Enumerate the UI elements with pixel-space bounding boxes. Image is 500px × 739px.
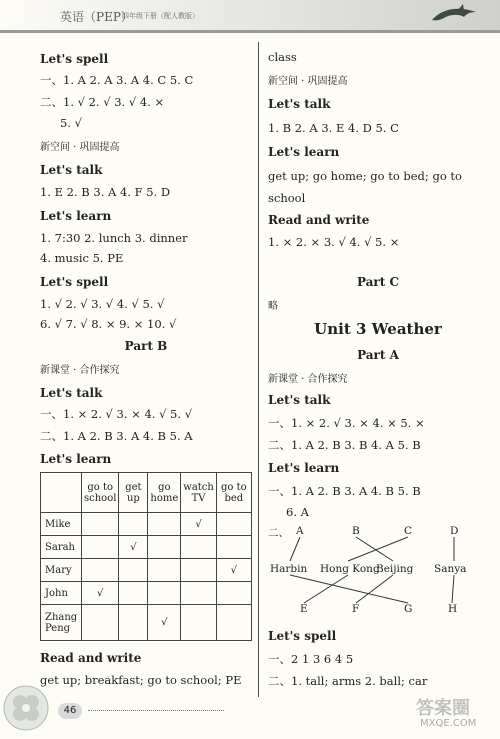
table-header-cell: watch TV — [181, 473, 217, 513]
table-row — [41, 536, 252, 559]
table-cell: √ — [82, 582, 119, 605]
match-top-label: D — [450, 525, 459, 537]
match-city: Beijing — [376, 563, 414, 575]
answer-line: class — [268, 50, 297, 64]
table-cell — [216, 536, 251, 559]
match-city: Hong Kong — [320, 563, 380, 575]
answer-line: 1. 7:30 2. lunch 3. dinner — [40, 231, 188, 245]
table-cell — [82, 559, 119, 582]
section-subtitle: 新空间 · 巩固提高 — [40, 142, 120, 153]
match-city: Harbin — [270, 563, 308, 575]
part-heading: Part B — [124, 339, 168, 353]
table-cell — [181, 582, 217, 605]
table-cell — [216, 513, 251, 536]
table-cell — [119, 582, 148, 605]
table-cell — [181, 536, 217, 559]
table-cell: Zhang Peng — [41, 605, 82, 641]
watermark-url: MXQE.COM — [420, 718, 477, 729]
column-divider — [258, 42, 259, 697]
table-header-cell: go to bed — [216, 473, 251, 513]
answer-line: 1. E 2. B 3. A 4. F 5. D — [40, 185, 171, 199]
header-rule — [0, 30, 500, 33]
section-heading: Let's learn — [40, 452, 112, 466]
table-cell — [148, 559, 181, 582]
answer-line: get up; go home; go to bed; go to — [268, 169, 462, 183]
answer-omitted: 略 — [268, 301, 278, 312]
watermark: 答案圈 — [416, 698, 470, 719]
table-row — [41, 605, 252, 641]
section-heading: Let's talk — [268, 393, 331, 407]
left-column — [40, 40, 252, 687]
answer-line: 1. × 2. × 3. √ 4. √ 5. × — [268, 235, 400, 249]
table-cell — [216, 582, 251, 605]
table-cell — [82, 513, 119, 536]
match-city: Sanya — [434, 563, 467, 575]
page-number: 46 — [58, 703, 82, 719]
table-cell — [119, 559, 148, 582]
answer-line: school — [268, 191, 306, 205]
section-heading: Read and write — [40, 651, 142, 665]
table-cell — [148, 536, 181, 559]
table-cell — [148, 582, 181, 605]
answer-line: 5. √ — [60, 116, 82, 130]
answer-line: 二、1. A 2. B 3. A 4. B 5. A — [40, 429, 193, 443]
match-top-label: A — [296, 525, 304, 537]
answer-line: 一、1. A 2. B 3. A 4. B 5. B — [268, 484, 421, 498]
table-cell: Mary — [41, 559, 82, 582]
match-bottom-label: F — [352, 603, 360, 615]
answer-line: 二、1. tall; arms 2. ball; car — [268, 674, 428, 688]
table-cell: Mike — [41, 513, 82, 536]
match-top-label: C — [404, 525, 413, 537]
table-cell — [82, 536, 119, 559]
part-heading: Part C — [356, 275, 400, 289]
right-column — [268, 40, 488, 689]
section-heading: Let's learn — [268, 461, 340, 475]
section-heading: Read and write — [268, 213, 370, 227]
table-header-cell — [41, 473, 82, 513]
section-subtitle: 新课堂 · 合作探究 — [268, 374, 348, 385]
table-header-cell: go to school — [82, 473, 119, 513]
answer-line: 一、1. × 2. √ 3. × 4. √ 5. √ — [40, 407, 193, 421]
table-cell: √ — [148, 605, 181, 641]
answer-line: 1. B 2. A 3. E 4. D 5. C — [268, 121, 399, 135]
match-top-label: B — [352, 525, 360, 537]
section-heading: Let's spell — [40, 275, 109, 289]
table-header-cell: go home — [148, 473, 181, 513]
matching-exercise — [268, 523, 488, 619]
answer-line: 二、1. A 2. B 3. B 4. A 5. B — [268, 438, 421, 452]
section-subtitle: 新课堂 · 合作探究 — [40, 365, 120, 376]
footer-dotted-rule — [88, 710, 224, 711]
section-heading: Let's learn — [268, 145, 340, 159]
table-cell — [82, 605, 119, 641]
section-heading: Let's talk — [40, 163, 103, 177]
table-cell — [181, 559, 217, 582]
book-subtitle: 四年级下册（配人教版） — [122, 12, 199, 20]
table-cell — [119, 513, 148, 536]
book-title: 英语（PEP） — [60, 10, 133, 24]
table-cell: √ — [181, 513, 217, 536]
table-cell — [148, 513, 181, 536]
table-row — [41, 513, 252, 536]
activity-table — [40, 472, 252, 641]
unit-title: Unit 3 Weather — [314, 320, 442, 338]
section-subtitle: 新空间 · 巩固提高 — [268, 76, 348, 87]
match-bottom-label: E — [300, 603, 308, 615]
answer-line: 二、1. √ 2. √ 3. √ 4. × — [40, 95, 165, 109]
answer-line: 4. music 5. PE — [40, 251, 124, 265]
table-cell — [216, 605, 251, 641]
page-header — [0, 0, 500, 36]
answer-line: 一、2 1 3 6 4 5 — [268, 652, 354, 666]
section-heading: Let's talk — [40, 386, 103, 400]
table-header-row — [41, 473, 252, 513]
table-cell: Sarah — [41, 536, 82, 559]
section-heading: Let's spell — [268, 629, 337, 643]
section-heading: Let's talk — [268, 97, 331, 111]
section-heading: Let's spell — [40, 52, 109, 66]
flower-logo-icon — [0, 682, 60, 732]
table-cell — [119, 605, 148, 641]
answer-line: get up; breakfast; go to school; PE — [40, 673, 242, 687]
match-bottom-label: H — [448, 603, 458, 615]
table-cell: √ — [216, 559, 251, 582]
table-row — [41, 559, 252, 582]
table-cell — [181, 605, 217, 641]
answer-line: 一、1. × 2. √ 3. × 4. × 5. × — [268, 416, 425, 430]
table-cell: John — [41, 582, 82, 605]
answer-line: 6. √ 7. √ 8. × 9. × 10. √ — [40, 317, 177, 331]
dolphin-logo-icon — [430, 4, 480, 24]
part-heading: Part A — [357, 348, 399, 362]
match-prefix: 二、 — [268, 527, 289, 539]
answer-line: 一、1. A 2. A 3. A 4. C 5. C — [40, 73, 194, 87]
answer-line: 6. A — [286, 505, 309, 519]
match-bottom-label: G — [404, 603, 413, 615]
answer-line: 1. √ 2. √ 3. √ 4. √ 5. √ — [40, 297, 165, 311]
table-header-cell: get up — [119, 473, 148, 513]
table-cell: √ — [119, 536, 148, 559]
table-row — [41, 582, 252, 605]
section-heading: Let's learn — [40, 209, 112, 223]
